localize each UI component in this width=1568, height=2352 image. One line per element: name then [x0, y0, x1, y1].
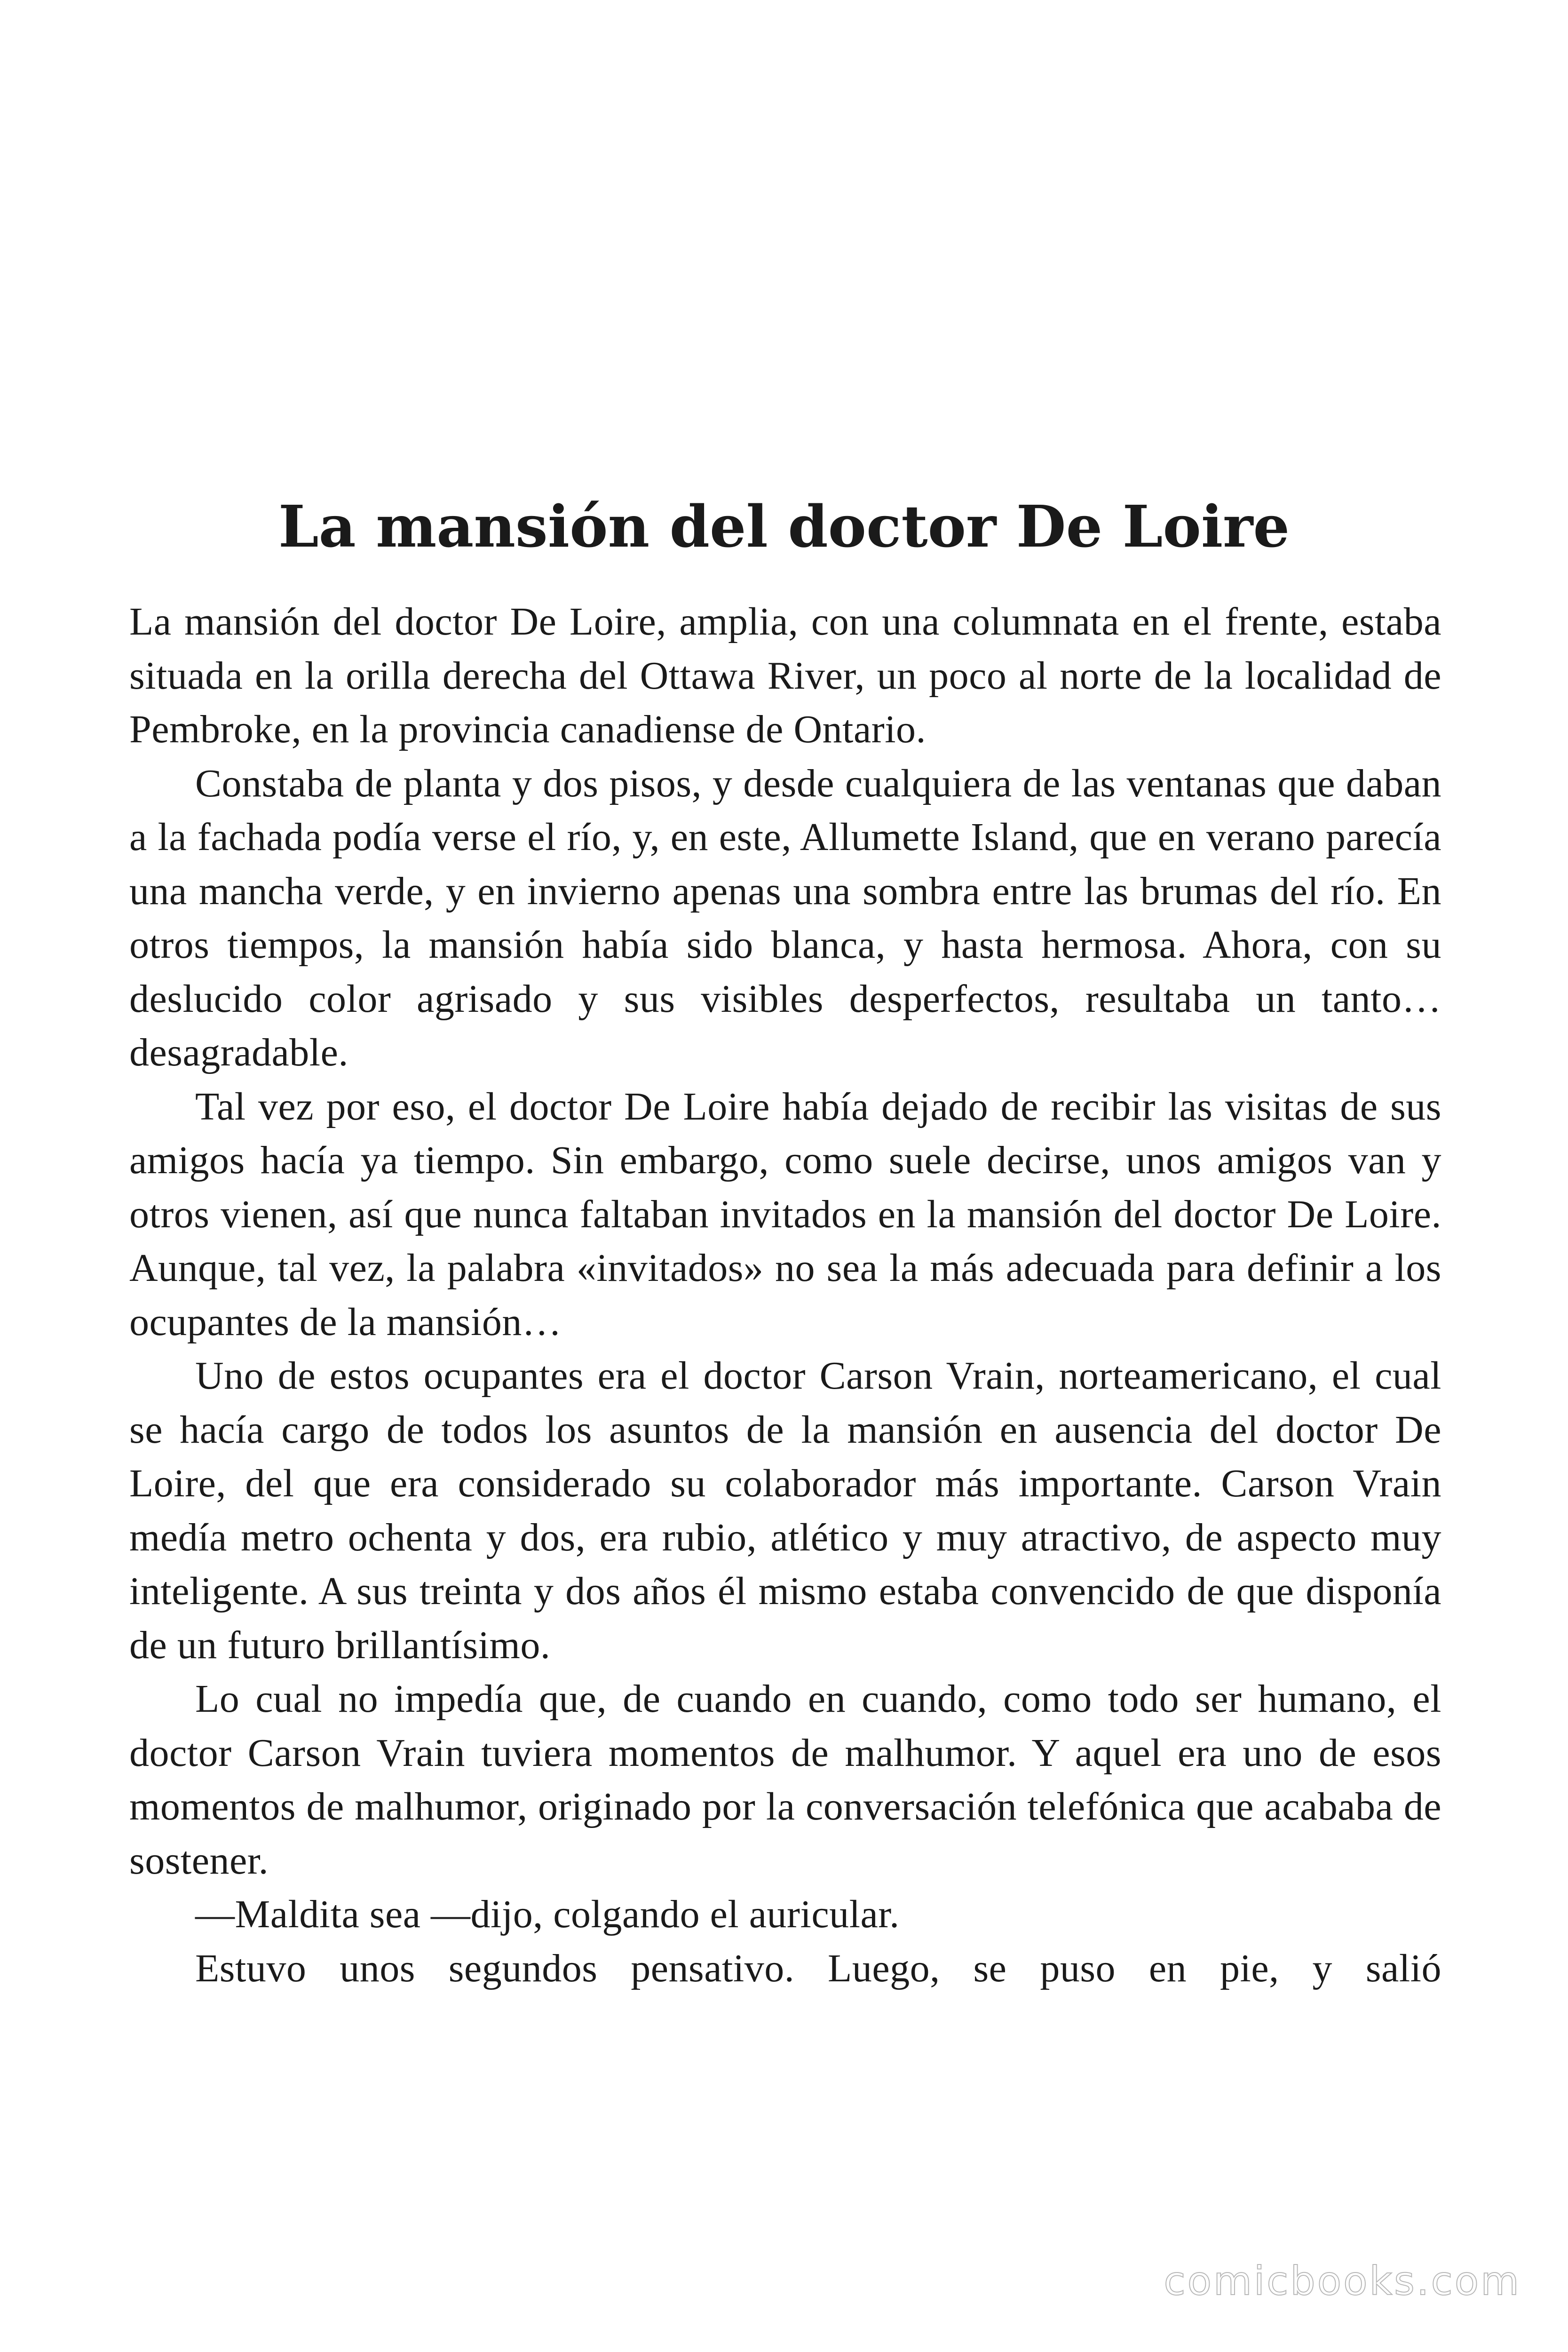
chapter-body: [129, 595, 1441, 1995]
site-watermark: comicbooks.com: [1164, 2258, 1521, 2304]
paragraph: Uno de estos ocupantes era el doctor Carson Vrain, norteamericano, el cual se hacía cargo de todos los asuntos de la mansión en ausencia del doctor De Loire, del que era considerado su colaborador más importante. Carson Vrain medía metro ochenta y dos, era rubio, atlético y muy atractivo, de aspecto muy inteligente. A sus treinta y dos años él mismo estaba convencido de que disponía de un futuro brillantísimo.: [129, 1354, 1441, 1667]
paragraph: Lo cual no impedía que, de cuando en cuando, como todo ser humano, el doctor Carson Vrain tuviera momentos de malhumor. Y aquel era uno de esos momentos de malhumor, originado por la conversación telefónica que acababa de sostener.: [129, 1677, 1441, 1883]
paragraph-last-line: Estuvo unos segundos pensativo. Luego, se puso en pie, y salió: [195, 1946, 1441, 1990]
paragraph: Tal vez por eso, el doctor De Loire había dejado de recibir las visitas de sus amigos hacía ya tiempo. Sin embargo, como suele decirse, unos amigos van y otros vienen, así que nunca faltaban invitados en la mansión del doctor De Loire. Aunque, tal vez, la palabra «invitados» no sea la más adecuada para definir a los ocupantes de la mansión…: [129, 1084, 1441, 1344]
paragraph: —Maldita sea —dijo, colgando el auricular.: [195, 1892, 900, 1936]
paragraph: Constaba de planta y dos pisos, y desde cualquiera de las ventanas que daban a la fachada podía verse el río, y, en este, Allumette Island, que en verano parecía una mancha verde, y en invierno apenas una sombra entre las brumas del río. En otros tiempos, la mansión había sido blanca, y hasta hermosa. Ahora, con su deslucido color agrisado y sus visibles desperfectos, resultaba un tanto… desagradable.: [129, 761, 1441, 1074]
paragraph: La mansión del doctor De Loire, amplia, con una columnata en el frente, estaba situada en la orilla derecha del Ottawa River, un poco al norte de la localidad de Pembroke, en la provincia canadiense de Ontario.: [129, 600, 1441, 751]
chapter-title: La mansión del doctor De Loire: [278, 492, 1290, 560]
